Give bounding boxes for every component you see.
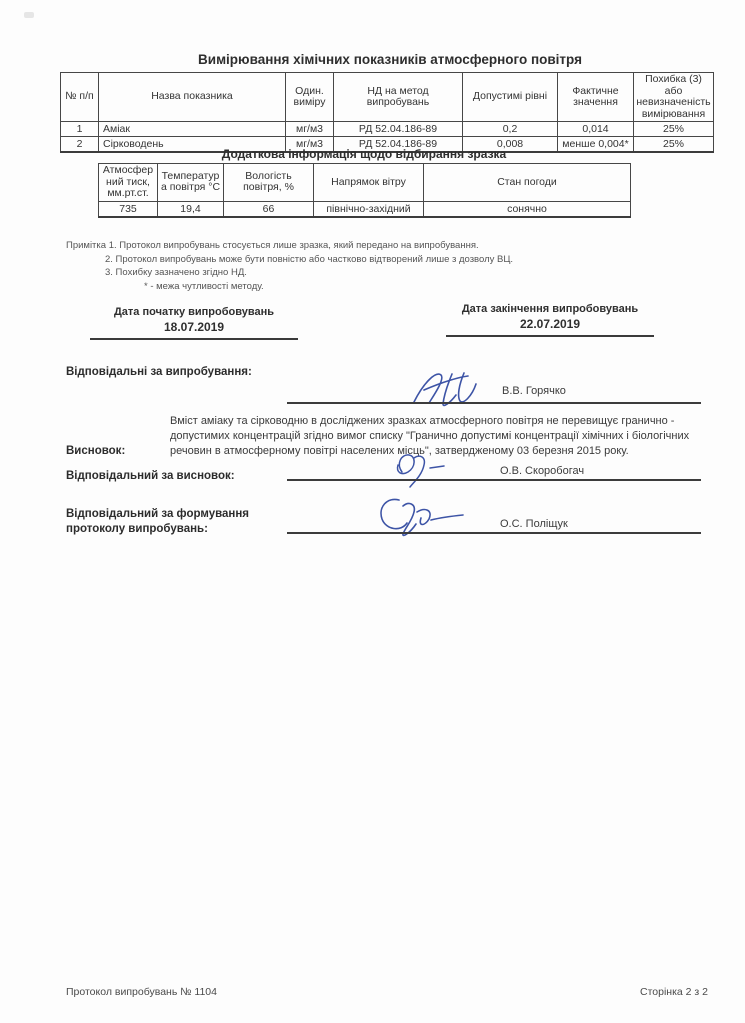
date-end-block (446, 303, 654, 337)
row2-indicator: Сірководень (99, 137, 286, 153)
col-header-allowed: Допустимі рівні (463, 73, 558, 122)
conclusion-label: Висновок: (66, 445, 126, 457)
notes-block (66, 239, 626, 293)
note-line-2: 2. Протокол випробувань може бути повністю або частково відтворений лише з дозволу ВЦ. (105, 253, 514, 265)
date-end-label: Дата закінчення випробовувань (461, 303, 639, 315)
conclusion-text: Вміст аміаку та сірководню в досліджених зразках атмосферного повітря не перевищує гранично - допустимих концентрацій згідно вимог списку "Гранично допустимі концентрації хімічних і біологічних речовин в атмосферному повітрі населених місць", затвердженому 03 березня 2015 року. (170, 415, 690, 458)
row2-error: 25% (634, 137, 714, 153)
row2-allowed: 0,008 (463, 137, 558, 153)
sampling-header-row (99, 164, 631, 202)
scan-artifact (24, 12, 34, 18)
note-footnote: * - межа чутливості методу. (144, 280, 264, 292)
row1-unit: мг/м3 (286, 122, 334, 137)
signature-line-1 (287, 402, 701, 404)
responsible-protocol-label: Відповідальний за формування протоколу випробувань: (66, 508, 250, 535)
row2-number: 2 (61, 137, 99, 153)
row2-actual: менше 0,004* (558, 137, 634, 153)
pressure-value: 735 (99, 201, 158, 217)
table-row (99, 201, 631, 217)
date-end-value: 22.07.2019 (519, 317, 581, 331)
footer-page-number: Сторінка 2 з 2 (640, 986, 708, 998)
row1-error: 25% (634, 122, 714, 137)
signature-line-3 (287, 532, 701, 534)
signature-line-2 (287, 479, 701, 481)
col-header-wind: Напрямок вітру (314, 164, 424, 202)
row2-unit: мг/м3 (286, 137, 334, 153)
row2-method: РД 52.04.186-89 (334, 137, 463, 153)
signature-skorobogach (390, 450, 460, 488)
measurements-header-row (61, 73, 714, 122)
sampling-info-table (98, 163, 631, 218)
date-end-underline (446, 335, 654, 337)
measurements-table-title: Вимірювання хімічних показників атмосферного повітря (198, 52, 582, 67)
row1-allowed: 0,2 (463, 122, 558, 137)
col-header-number: № п/п (61, 73, 99, 122)
col-header-error: Похибка (3) або невизначеність вимірювання (634, 73, 714, 122)
row1-number: 1 (61, 122, 99, 137)
col-header-weather: Стан погоди (424, 164, 631, 202)
date-start-value: 18.07.2019 (163, 320, 225, 334)
note-line-1: Примітка 1. Протокол випробувань стосується лише зразка, який передано на випробування. (66, 240, 479, 251)
signature-name-skorobogach: О.В. Скоробогач (500, 465, 585, 477)
col-header-actual: Фактичне значення (558, 73, 634, 122)
signature-name-polishchuk: О.С. Поліщук (500, 518, 568, 530)
col-header-humidity: Вологість повітря, % (224, 164, 314, 202)
signature-name-goryachko: В.В. Горячко (502, 385, 566, 397)
col-header-method: НД на метод випробувань (334, 73, 463, 122)
row1-actual: 0,014 (558, 122, 634, 137)
date-start-underline (90, 338, 298, 340)
col-header-unit: Один. виміру (286, 73, 334, 122)
weather-value: сонячно (424, 201, 631, 217)
date-start-block (90, 306, 298, 340)
responsible-conclusion-label: Відповідальний за висновок: (66, 470, 235, 482)
note-line-3: 3. Похибку зазначено згідно НД. (105, 267, 247, 278)
date-start-label: Дата початку випробовувань (113, 306, 275, 318)
col-header-pressure: Атмосферний тиск, мм.рт.ст. (99, 164, 158, 202)
col-header-indicator: Назва показника (99, 73, 286, 122)
footer-protocol-number: Протокол випробувань № 1104 (66, 986, 217, 998)
row1-method: РД 52.04.186-89 (334, 122, 463, 137)
humidity-value: 66 (224, 201, 314, 217)
responsible-testing-label: Відповідальні за випробування: (66, 366, 252, 378)
table-row (61, 122, 714, 137)
wind-value: північно-західний (314, 201, 424, 217)
sampling-info-title: Додаткова інформація щодо відбирання зразка (221, 147, 507, 161)
col-header-temperature: Температура повітря °С (158, 164, 224, 202)
temperature-value: 19,4 (158, 201, 224, 217)
row1-indicator: Аміак (99, 122, 286, 137)
measurements-table (60, 72, 714, 153)
